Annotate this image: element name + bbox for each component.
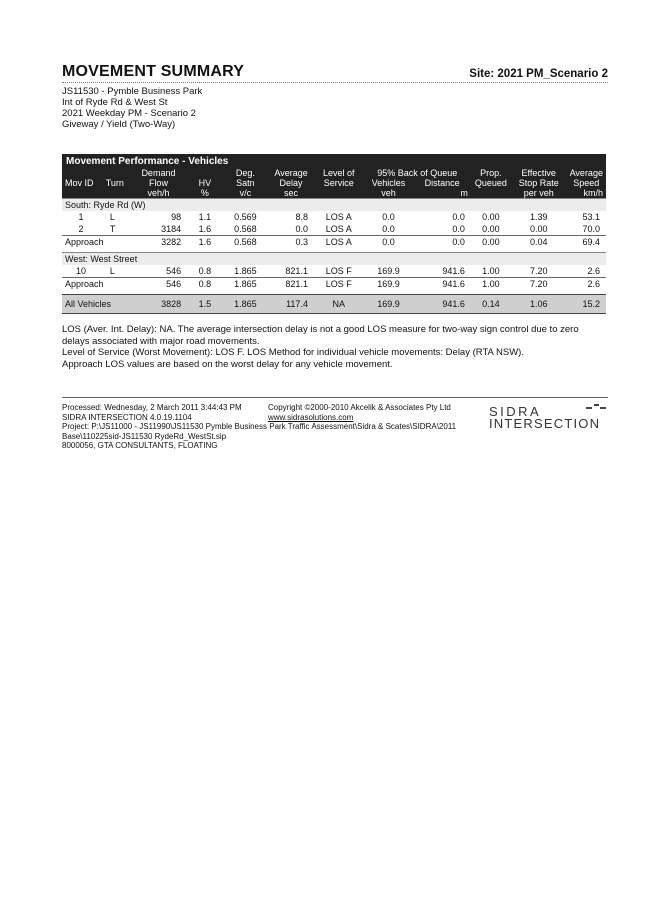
header-deg: Deg.: [223, 168, 268, 178]
file-name: Base\110225sid-JS11530 RydeRd_WestSt.sip: [62, 431, 227, 441]
control-type: Giveway / Yield (Two-Way): [62, 119, 176, 130]
table-row: 2 T 3184 1.6 0.568 0.0 LOS A 0.0 0.0 0.00 0.00 70.0: [78, 224, 600, 234]
note-los-worst: Level of Service (Worst Movement): LOS F. LOS Method for individual vehicle movements: Delay (RTA NSW).: [62, 347, 524, 358]
note-los-average: LOS (Aver. Int. Delay): NA. The average intersection delay is not a good LOS measure for two-way sign control due to zero delays associated with major road movements.: [62, 324, 579, 347]
approach-row-south: Approach 3282 1.6 0.568 0.3 LOS A 0.0 0.0 0.00 0.04 69.4: [62, 236, 606, 249]
table-row: 1 L 98 1.1 0.569 8.8 LOS A 0.0 0.0 0.00 1.39 53.1: [78, 212, 600, 222]
project-path: Project: P:\JS11000 - JS11990\JS11530 Pymble Business Park Traffic Assessment\Sidra & Scates\SIDRA\2011: [62, 422, 457, 431]
website-link[interactable]: www.sidrasolutions.com: [268, 412, 354, 422]
scenario-name: 2021 Weekday PM - Scenario 2: [62, 108, 196, 119]
table-row: 10 L 546 0.8 1.865 821.1 LOS F 169.9 941.6 1.00 7.20 2.6: [75, 266, 600, 276]
header-stop: Effective: [511, 168, 567, 178]
group-west: West: West Street: [62, 253, 606, 266]
note-approach-los: Approach LOS values are based on the worst delay for any vehicle movement.: [62, 358, 393, 370]
group-south: South: Ryde Rd (W): [62, 199, 606, 212]
header-delay: Average: [268, 168, 314, 178]
header-speed: Average: [567, 168, 606, 178]
copyright-text: Copyright ©2000-2010 Akcelik & Associates Pty Ltd: [268, 403, 451, 412]
notes-section: [62, 324, 608, 370]
project-name: JS11530 - Pymble Business Park: [62, 86, 203, 97]
header-prop: Prop.: [471, 168, 511, 178]
header-divider: [62, 82, 608, 83]
processed-date: Processed: Wednesday, 2 March 2011 3:44:43 PM: [62, 403, 242, 412]
license-info: 8000056, GTA CONSULTANTS, FLOATING: [62, 441, 218, 450]
page-title: MOVEMENT SUMMARY: [62, 63, 245, 80]
table-title: Movement Performance - Vehicles: [62, 154, 606, 168]
copyright-block: [268, 403, 451, 422]
logo-word-intersection: INTERSECTION: [489, 416, 601, 431]
header-vehicles: Vehicles: [364, 178, 414, 188]
header-queue: 95% Back of Queue: [364, 168, 471, 178]
software-version: SIDRA INTERSECTION 4.0.19.1104: [62, 412, 192, 422]
sidra-logo: [489, 402, 606, 430]
site-label: Site: 2021 PM_Scenario 2: [469, 68, 608, 80]
logo-word-sidra: SIDRA: [489, 404, 542, 419]
header-mov-id: Mov ID: [62, 178, 100, 188]
project-info: [62, 86, 202, 130]
movement-performance-table: Movement Performance - Vehicles Demand Deg. Average Level of 95% Back of Queue Prop. Effective Average Mov ID Turn Flow HV Satn Delay Service Vehicles Distance Queued Stop Rate Speed veh/h % v/c sec veh m per veh km/h South: Ryde Rd (W) 1 L 98 1.1 0.569 8.8 LOS A 0.0 0.0 0.00 1.39 53.1 2 T 3184 1.6 0.568 0.0 LOS A 0.0 0.0 0.00 0.00 70.0 Approach 3282 1.6 0.568 0.3 LOS A 0.0 0.0 0.00 0.04 69.4 West: West Street 10 L 546 0.8 1.865 821.1 LOS F 169.9 941.6 1.00 7.20 2.6 Approach 546 0.8 1.865 821.1 LOS F 169.9 941.6 1.00 7.20 2.6 All Vehicles 3828 1.5 1.865 117.4 NA 169.9 941.6 0.14 1.06 15.2: [62, 154, 606, 314]
header-los: Level of: [314, 168, 364, 178]
intersection-name: Int of Ryde Rd & West St: [62, 97, 168, 108]
footer-divider: [62, 397, 608, 398]
header-turn: Turn: [100, 178, 130, 188]
logo-mark-icon: [586, 404, 606, 410]
header-distance: Distance: [413, 178, 471, 188]
all-vehicles-row: All Vehicles 3828 1.5 1.865 117.4 NA 169.9 941.6 0.14 1.06 15.2: [62, 295, 606, 314]
approach-row-west: Approach 546 0.8 1.865 821.1 LOS F 169.9 941.6 1.00 7.20 2.6: [62, 278, 606, 291]
header-demand: Demand: [130, 168, 187, 178]
header-hv: HV: [187, 178, 222, 188]
